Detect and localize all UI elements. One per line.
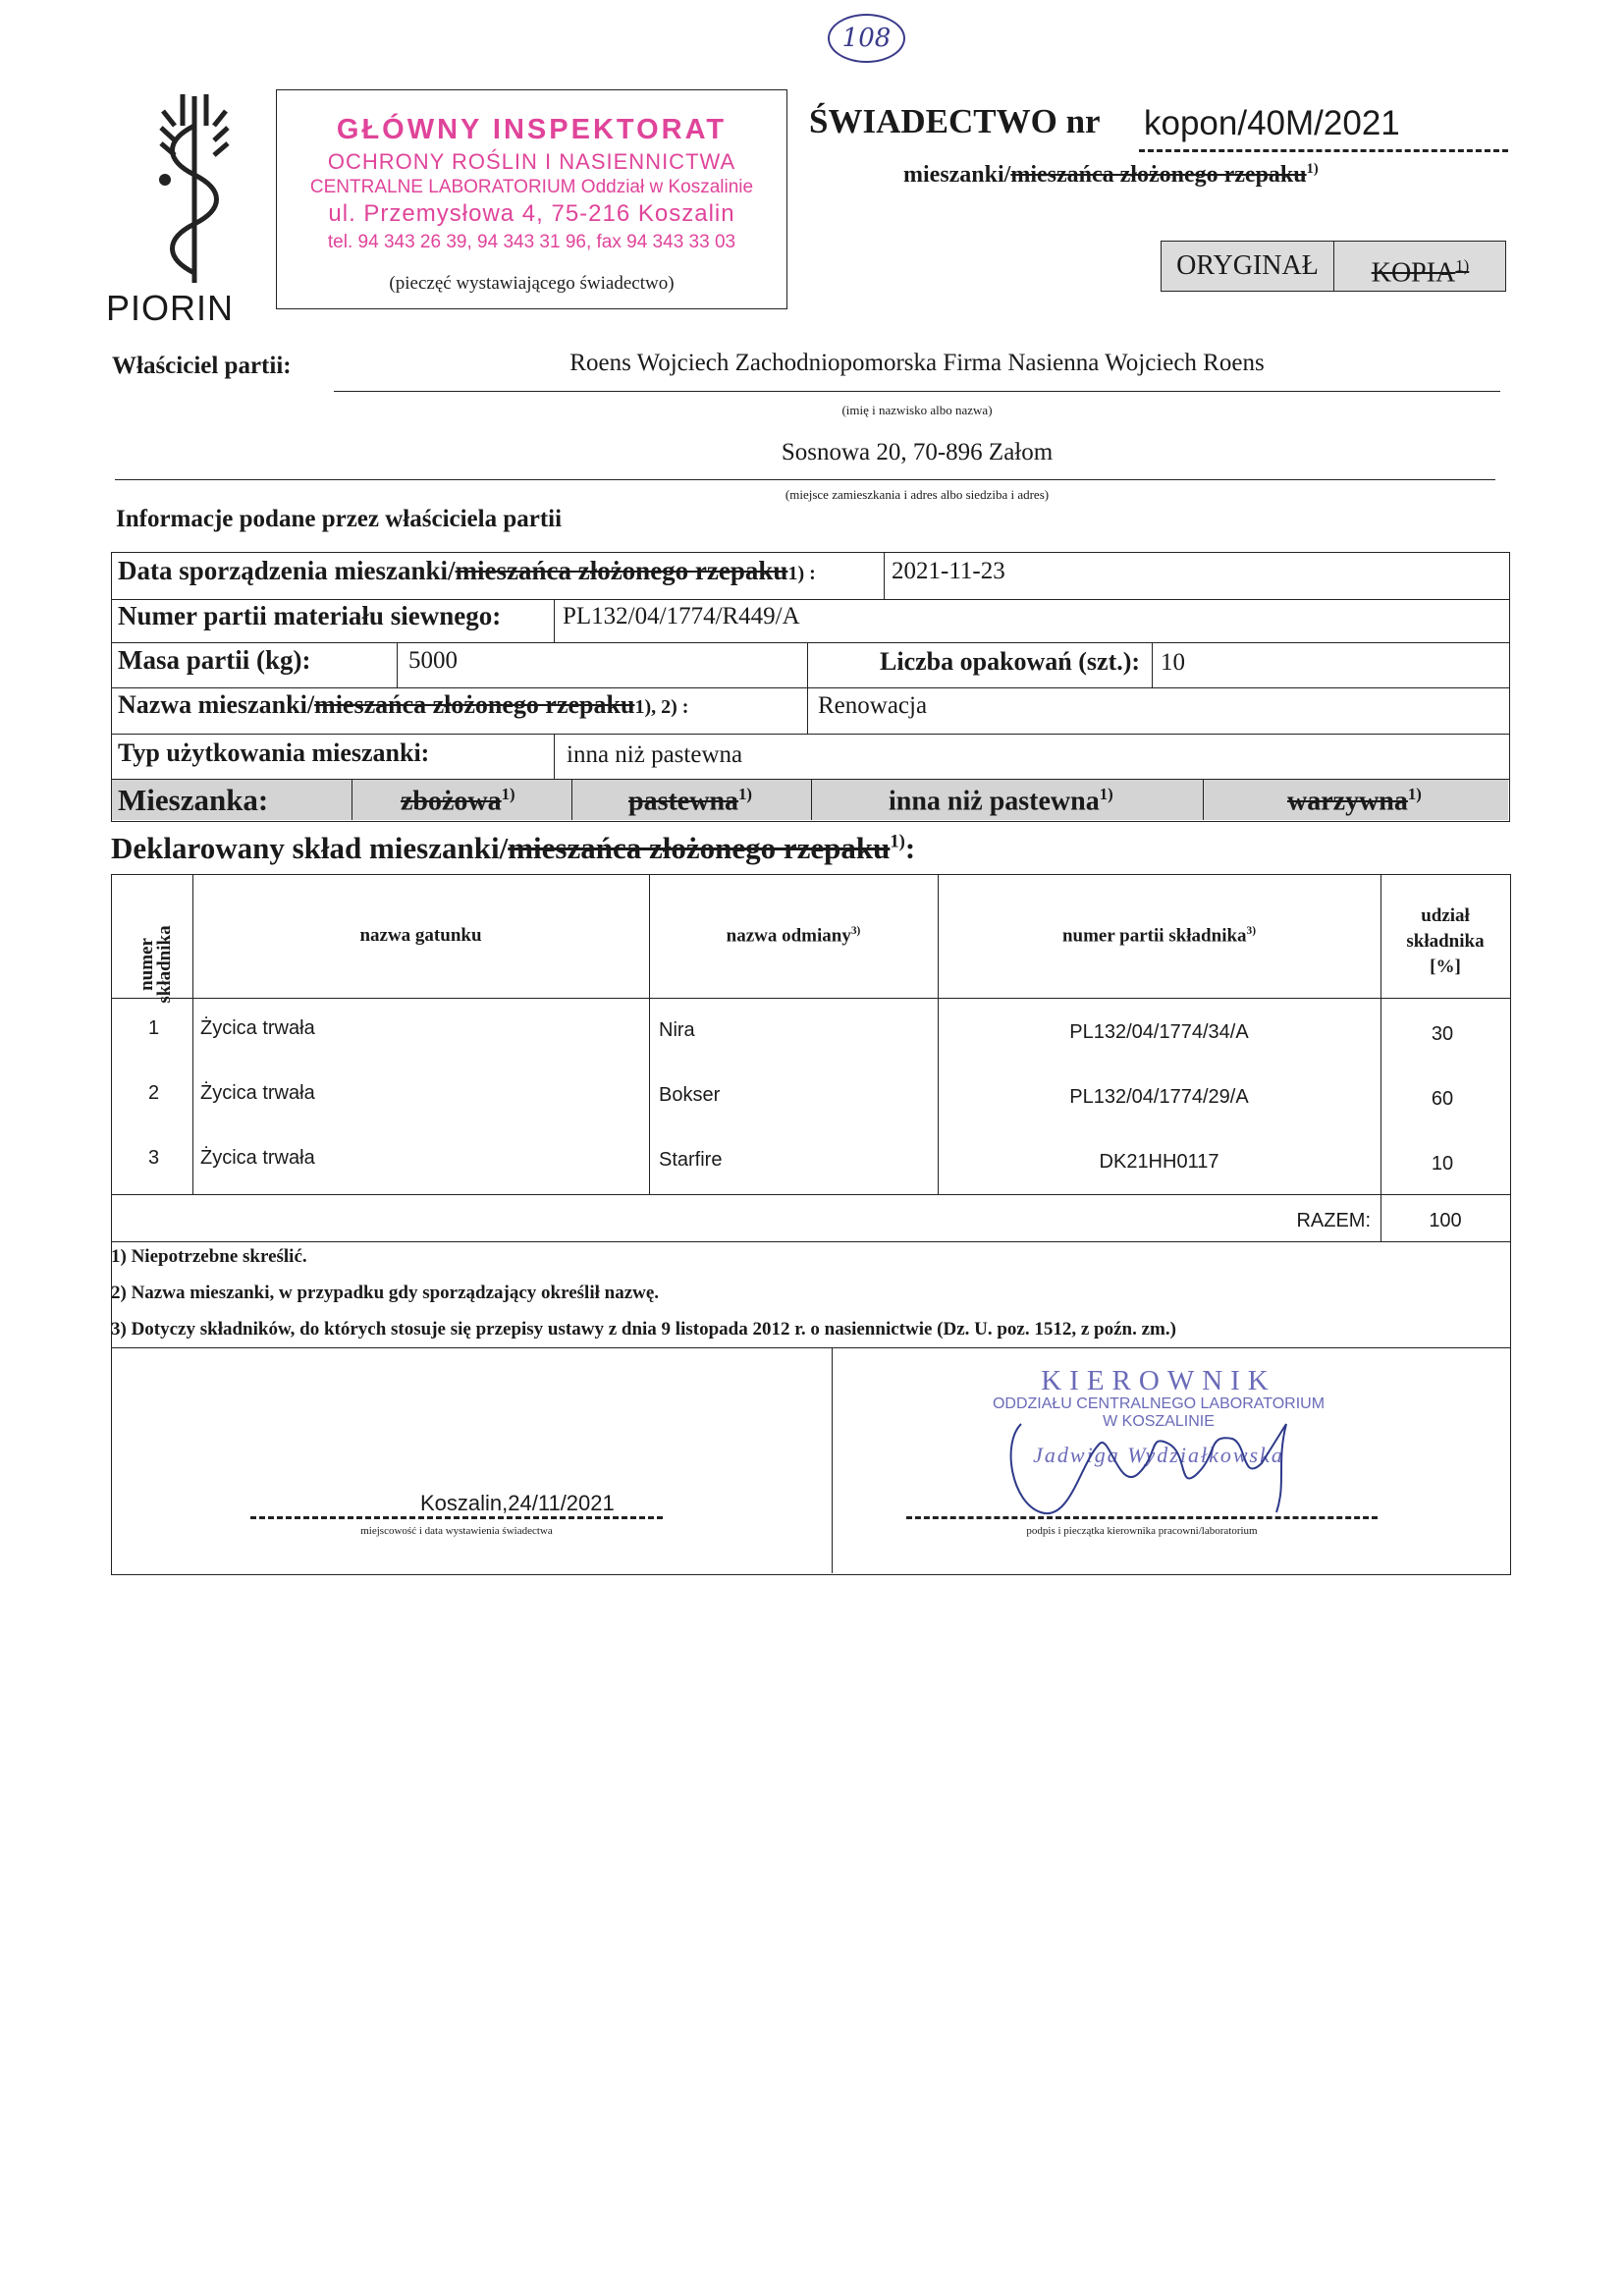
table-row	[111, 1017, 1511, 1047]
col-header-variety	[649, 925, 938, 947]
cell-species: Życica trwała	[200, 1147, 315, 1169]
manager-stamp-name: Jadwiga Wydziałkowska	[1033, 1443, 1284, 1467]
signature-caption: podpis i pieczątka kierownika pracowni/laboratorium	[1026, 1525, 1258, 1537]
mix-name-value: Renowacja	[818, 692, 928, 719]
issuer-stamp	[276, 89, 787, 309]
stamp-line-4: ul. Przemysłowa 4, 75-216 Koszalin	[328, 200, 735, 227]
col-header-number: numer składnika	[136, 925, 175, 1004]
table-line	[111, 1194, 1511, 1195]
place-date-caption: miejscowość i data wystawienia świadectwa	[360, 1525, 553, 1537]
date-label	[118, 556, 816, 586]
owner-address-line	[115, 479, 1495, 480]
declared-heading-tail: :	[904, 831, 916, 865]
mix-type-other	[889, 785, 1113, 817]
cell-number: 2	[148, 1082, 160, 1104]
mix-fn: 1)	[738, 785, 752, 803]
cell-share: 30	[1431, 1023, 1454, 1045]
certificate-title: ŚWIADECTWO nr	[809, 102, 1101, 140]
place-date-line	[250, 1516, 663, 1519]
form-col-line	[807, 642, 808, 734]
manager-stamp-line-2: W KOSZALINIE	[1103, 1413, 1215, 1430]
subtitle-footnote: 1)	[1306, 161, 1319, 177]
mix-fn: 1)	[501, 785, 515, 803]
mix-name-label-tail: 1), 2) :	[634, 696, 689, 718]
owner-address: Sosnowa 20, 70-896 Załom	[781, 439, 1054, 465]
handwritten-page-number: 108	[828, 14, 905, 63]
date-label-struck: mieszańca złożonego rzepaku	[455, 556, 788, 585]
date-value: 2021-11-23	[892, 558, 1005, 584]
form-row-line	[111, 642, 1510, 643]
form-col-line	[397, 642, 398, 687]
mix-type-cereal	[401, 785, 515, 817]
table-line	[111, 998, 1511, 999]
col-header-lot-fn: 3)	[1246, 925, 1257, 937]
col-header-variety-fn: 3)	[850, 925, 861, 937]
declared-heading-struck: mieszańca złożonego rzepaku	[508, 831, 891, 865]
copy-label	[1335, 242, 1505, 291]
stamp-caption: (pieczęć wystawiającego świadectwo)	[389, 273, 675, 294]
form-row-line	[111, 687, 1510, 688]
cell-variety: Starfire	[659, 1149, 723, 1171]
info-heading: Informacje podane przez właściciela partii	[116, 506, 563, 532]
lot-value: PL132/04/1774/R449/A	[563, 603, 800, 629]
table-row	[111, 1147, 1511, 1176]
cell-number: 3	[148, 1147, 160, 1169]
table-row	[111, 1082, 1511, 1112]
signature-line	[906, 1516, 1378, 1519]
stamp-line-1: GŁÓWNY INSPEKTORAT	[336, 114, 728, 145]
lot-label: Numer partii materiału siewnego:	[118, 601, 502, 630]
subtitle-struck: mieszańca złożonego rzepaku	[1010, 162, 1307, 188]
note-2: 2) Nazwa mieszanki, w przypadku gdy sporządzający określił nazwę.	[111, 1283, 660, 1303]
original-copy-box	[1161, 241, 1506, 292]
form-col-line	[571, 779, 572, 820]
table-line	[111, 1241, 1511, 1242]
declared-heading-fn: 1)	[890, 831, 905, 852]
form-row-line	[111, 734, 1510, 735]
subtitle-plain: mieszanki/	[903, 162, 1011, 188]
owner-name: Roens Wojciech Zachodniopomorska Firma Nasienna Wojciech Roens	[569, 350, 1265, 376]
cell-lot: PL132/04/1774/29/A	[1069, 1086, 1249, 1108]
manager-stamp-title: KIEROWNIK	[1041, 1365, 1276, 1396]
mix-fn: 1)	[1099, 785, 1113, 803]
owner-name-caption: (imię i nazwisko albo nazwa)	[841, 403, 993, 417]
col-header-lot-text: numer partii składnika	[1061, 925, 1247, 947]
date-label-tail: 1) :	[787, 563, 816, 584]
certificate-number: kopon/40M/2021	[1144, 104, 1400, 142]
signature-divider	[832, 1347, 833, 1573]
place-date: Koszalin,24/11/2021	[420, 1491, 615, 1515]
col-header-species: nazwa gatunku	[359, 925, 482, 946]
cell-variety: Bokser	[659, 1084, 721, 1106]
mix-type-label: Mieszanka:	[118, 783, 269, 817]
usage-label: Typ użytkowania mieszanki:	[118, 738, 430, 767]
handwritten-signature	[992, 1404, 1306, 1522]
declared-heading	[111, 831, 915, 866]
certificate-subtitle	[903, 161, 1319, 189]
mix-name-label-struck: mieszańca złożonego rzepaku	[314, 690, 635, 719]
col-header-lot	[938, 925, 1380, 947]
stamp-line-5: tel. 94 343 26 39, 94 343 31 96, fax 94 343 33 03	[327, 232, 736, 252]
owner-address-caption: (miejsce zamieszkania i adres albo siedziba i adres)	[785, 487, 1050, 502]
note-1: 1) Niepotrzebne skreślić.	[111, 1246, 307, 1267]
table-line	[111, 1347, 1511, 1348]
cell-share: 60	[1431, 1088, 1454, 1110]
table-line	[1380, 874, 1381, 1241]
mix-type-vegetable-text: warzywna	[1287, 786, 1408, 817]
piorin-logo-text: PIORIN	[106, 288, 235, 328]
certificate-number-underline	[1139, 149, 1508, 152]
cell-lot: PL132/04/1774/34/A	[1069, 1021, 1249, 1043]
cell-species: Życica trwała	[200, 1017, 315, 1039]
declared-heading-plain: Deklarowany skład mieszanki/	[111, 831, 509, 865]
packages-value: 10	[1161, 649, 1185, 676]
total-label: RAZEM:	[1296, 1210, 1371, 1231]
mix-name-label	[118, 690, 688, 720]
total-value: 100	[1429, 1210, 1462, 1231]
mass-label: Masa partii (kg):	[118, 645, 311, 675]
form-col-line	[811, 779, 812, 820]
cell-lot: DK21HH0117	[1099, 1151, 1219, 1173]
original-label: ORYGINAŁ	[1162, 242, 1334, 291]
mix-type-fodder	[628, 785, 752, 817]
cell-variety: Nira	[659, 1019, 695, 1041]
mass-value: 5000	[408, 647, 458, 674]
form-col-line	[1203, 779, 1204, 820]
form-col-line	[554, 599, 555, 642]
mix-type-cereal-text: zbożowa	[401, 786, 502, 817]
form-row-line	[111, 599, 1510, 600]
mix-type-other-text: inna niż pastewna	[889, 786, 1100, 817]
mix-fn: 1)	[1407, 785, 1422, 803]
wheat-snake-icon	[126, 86, 263, 293]
mix-name-label-plain: Nazwa mieszanki/	[118, 690, 315, 719]
cell-share: 10	[1431, 1153, 1454, 1175]
owner-name-line	[334, 391, 1500, 392]
owner-label: Właściciel partii:	[112, 353, 292, 379]
cell-species: Życica trwała	[200, 1082, 315, 1104]
stamp-line-2: OCHRONY ROŚLIN I NASIENNICTWA	[327, 149, 736, 174]
piorin-logo	[106, 86, 263, 332]
form-col-line	[1152, 642, 1153, 687]
col-header-share: udział składnika [%]	[1406, 905, 1485, 977]
cell-number: 1	[148, 1017, 160, 1039]
form-col-line	[884, 552, 885, 599]
stamp-line-3: CENTRALNE LABORATORIUM Oddział w Koszalinie	[309, 177, 754, 197]
mix-type-vegetable	[1287, 785, 1422, 817]
copy-label-text: KOPIA	[1371, 257, 1456, 289]
form-col-line	[554, 734, 555, 779]
note-3: 3) Dotyczy składników, do których stosuje się przepisy ustawy z dnia 9 listopada 2012 r. o nasiennictwie (Dz. U. poz. 1512, z poźn. zm.)	[111, 1319, 1176, 1339]
copy-footnote: 1)	[1455, 256, 1470, 275]
manager-stamp-line-1: ODDZIAŁU CENTRALNEGO LABORATORIUM	[992, 1395, 1326, 1412]
packages-label: Liczba opakowań (szt.):	[880, 647, 1141, 676]
date-label-plain: Data sporządzenia mieszanki/	[118, 556, 456, 585]
usage-value: inna niż pastewna	[567, 741, 743, 768]
col-header-variety-text: nazwa odmiany	[726, 925, 851, 947]
mix-type-fodder-text: pastewna	[628, 786, 739, 817]
